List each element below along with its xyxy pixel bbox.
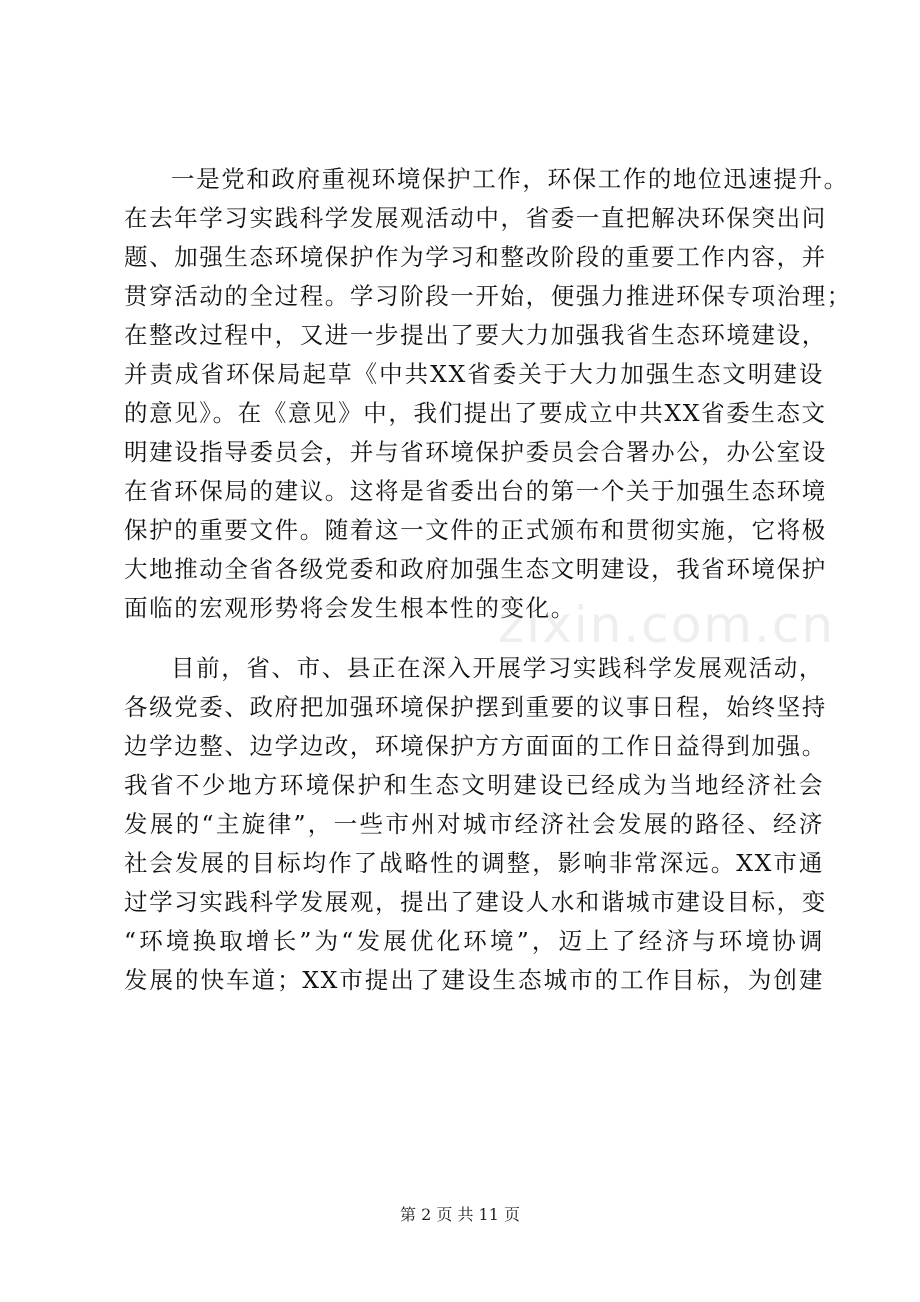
text-line: 保护的重要文件。随着这一文件的正式颁布和贯彻实施，它将极 bbox=[124, 516, 827, 544]
text-line: 贯穿活动的全过程。学习阶段一开始，便强力推进环保专项治理； bbox=[124, 282, 852, 310]
watermark: zixin.com.cn bbox=[498, 596, 836, 654]
text-line: 题、加强生态环境保护作为学习和整改阶段的重要工作内容，并 bbox=[124, 243, 827, 271]
text-line: 的意见》。在《意见》中，我们提出了要成立中共XX省委生态文 bbox=[124, 399, 827, 427]
text-line: 各级党委、政府把加强环境保护摆到重要的议事日程，始终坚持 bbox=[124, 693, 827, 721]
text-line: 在省环保局的建议。这将是省委出台的第一个关于加强生态环境 bbox=[124, 477, 827, 505]
paragraph-2 bbox=[124, 649, 827, 1000]
page-footer: 第 2 页 共 11 页 bbox=[400, 1205, 520, 1224]
text-line: 大地推动全省各级党委和政府加强生态文明建设，我省环境保护 bbox=[124, 555, 827, 583]
text-line: 并责成省环保局起草《中共XX省委关于大力加强生态文明建设 bbox=[124, 360, 824, 388]
paragraph-1 bbox=[124, 160, 852, 628]
text-line: 在去年学习实践科学发展观活动中，省委一直把解决环保突出问 bbox=[124, 204, 827, 232]
text-line: 一是党和政府重视环境保护工作，环保工作的地位迅速提升。 bbox=[171, 165, 849, 193]
document-body bbox=[124, 160, 852, 1000]
text-line: 我省不少地方环境保护和生态文明建设已经成为当地经济社会 bbox=[124, 771, 824, 799]
text-line: 发展的“主旋律”，一些市州对城市经济社会发展的路径、经济 bbox=[124, 810, 824, 838]
text-line: “环境换取增长”为“发展优化环境”，迈上了经济与环境协调 bbox=[124, 927, 824, 955]
text-line: 社会发展的目标均作了战略性的调整，影响非常深远。XX市通 bbox=[124, 849, 824, 877]
text-line: 过学习实践科学发展观，提出了建设人水和谐城市建设目标，变 bbox=[124, 888, 827, 916]
text-line: 边学边整、边学边改，环境保护方方面面的工作日益得到加强。 bbox=[124, 732, 827, 760]
text-line: 在整改过程中，又进一步提出了要大力加强我省生态环境建设， bbox=[124, 321, 827, 349]
text-line: 面临的宏观形势将会发生根本性的变化。 bbox=[124, 594, 576, 622]
text-line: 明建设指导委员会，并与省环境保护委员会合署办公，办公室设 bbox=[124, 438, 827, 466]
text-line: 目前，省、市、县正在深入开展学习实践科学发展观活动， bbox=[171, 654, 824, 682]
text-line: 发展的快车道；XX市提出了建设生态城市的工作目标，为创建 bbox=[124, 966, 824, 994]
